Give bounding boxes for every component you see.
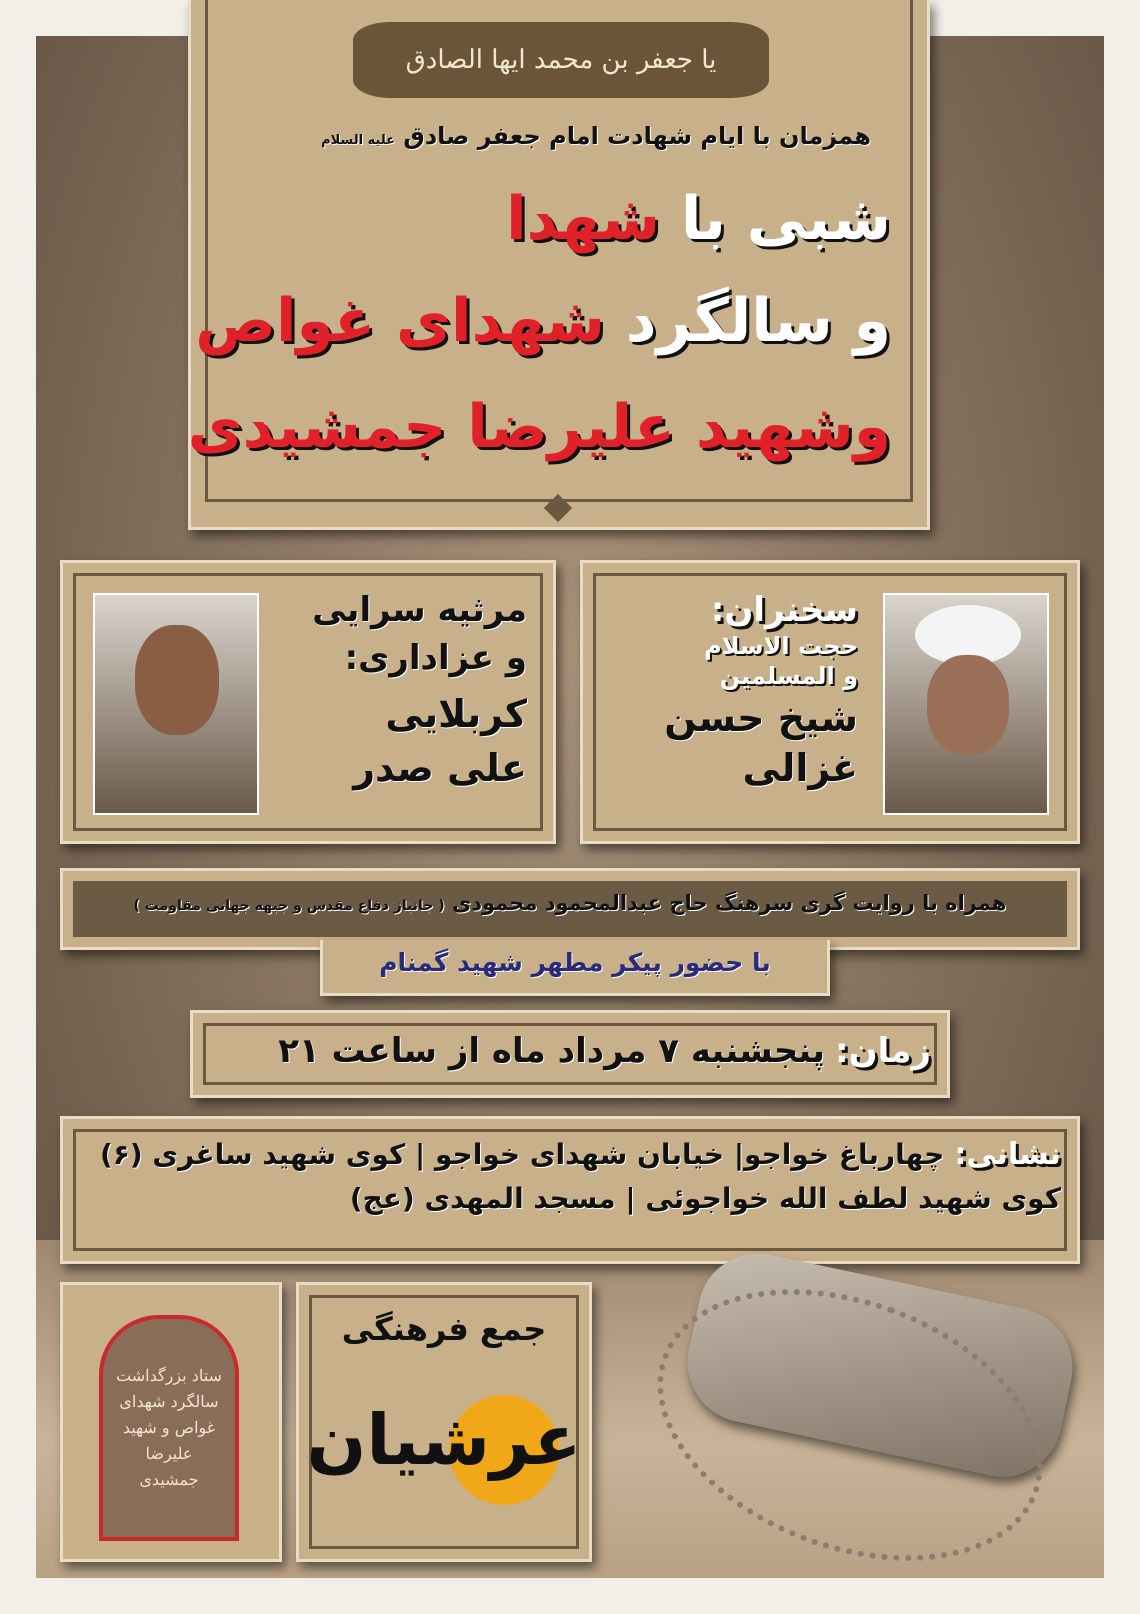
eulogist-label-2: و عزاداری: <box>344 638 527 678</box>
narration-line: همراه با روایت گری سرهنگ حاج عبدالمحمود محمودی ( جانباز دفاع مقدس و جبهه جهانی مقاومت ) <box>133 891 1007 915</box>
time-label: زمان: <box>834 1031 931 1071</box>
address-label: نشانی: <box>954 1137 1061 1172</box>
speaker-title-1: حجت الاسلام <box>704 632 858 660</box>
address-panel <box>60 1116 1080 1264</box>
calligraphy-banner <box>351 20 771 100</box>
header-panel <box>188 0 930 530</box>
narration-note: ( جانباز دفاع مقدس و جبهه جهانی مقاومت ) <box>133 898 445 914</box>
title-line-2: و سالگرد شهدای غواص <box>195 286 891 356</box>
occasion-text: همزمان با ایام شهادت امام جعفر صادق علیه السلام <box>321 122 871 150</box>
eulogist-photo <box>93 593 259 815</box>
presence-text: با حضور پیکر مطهر شهید گمنام <box>379 948 771 977</box>
memorial-badge: ستاد بزرگداشت سالگرد شهدای غواص و شهید علیرضا جمشیدی <box>99 1315 239 1541</box>
occasion-suffix: علیه السلام <box>321 133 396 148</box>
organizer-label: جمع فرهنگی <box>341 1310 547 1348</box>
eulogist-label-1: مرثیه سرایی <box>312 590 527 630</box>
narration-panel <box>60 868 1080 950</box>
title-line-1: شبی با شهدا <box>506 184 891 254</box>
title-line-3: وشهید علیرضا جمشیدی <box>187 392 891 462</box>
speaker-name-1: شیخ حسن <box>664 696 858 740</box>
speaker-name-2: غزالی <box>742 746 858 790</box>
address-line-2: کوی شهید لطف الله خواجوئی | مسجد المهدی (عج) <box>349 1182 1061 1215</box>
address-line-1: چهارباغ خواجو| خیابان شهدای خواجو | کوی شهید ساغری (۶) <box>99 1138 945 1171</box>
time-value: پنجشنبه ۷ مرداد ماه از ساعت ۲۱ <box>278 1031 825 1071</box>
speaker-face <box>927 655 1009 755</box>
speaker-photo <box>883 593 1049 815</box>
speaker-title-2: و المسلمین <box>719 662 858 690</box>
calligraphy-text: یا جعفر بن محمد ایها الصادق <box>405 45 717 75</box>
eulogist-face <box>135 625 219 735</box>
presence-panel <box>320 940 830 996</box>
organizer-panel <box>296 1282 592 1562</box>
eulogist-panel <box>60 560 556 844</box>
eulogist-name-1: کربلایی <box>385 692 527 736</box>
time-panel <box>190 1010 950 1098</box>
memorial-badge-panel <box>60 1282 282 1562</box>
speaker-panel <box>580 560 1080 844</box>
speaker-label: سخنران: <box>710 590 858 630</box>
organizer-logo: عرشیان <box>306 1399 582 1481</box>
eulogist-name-2: علی صدر <box>353 746 527 790</box>
